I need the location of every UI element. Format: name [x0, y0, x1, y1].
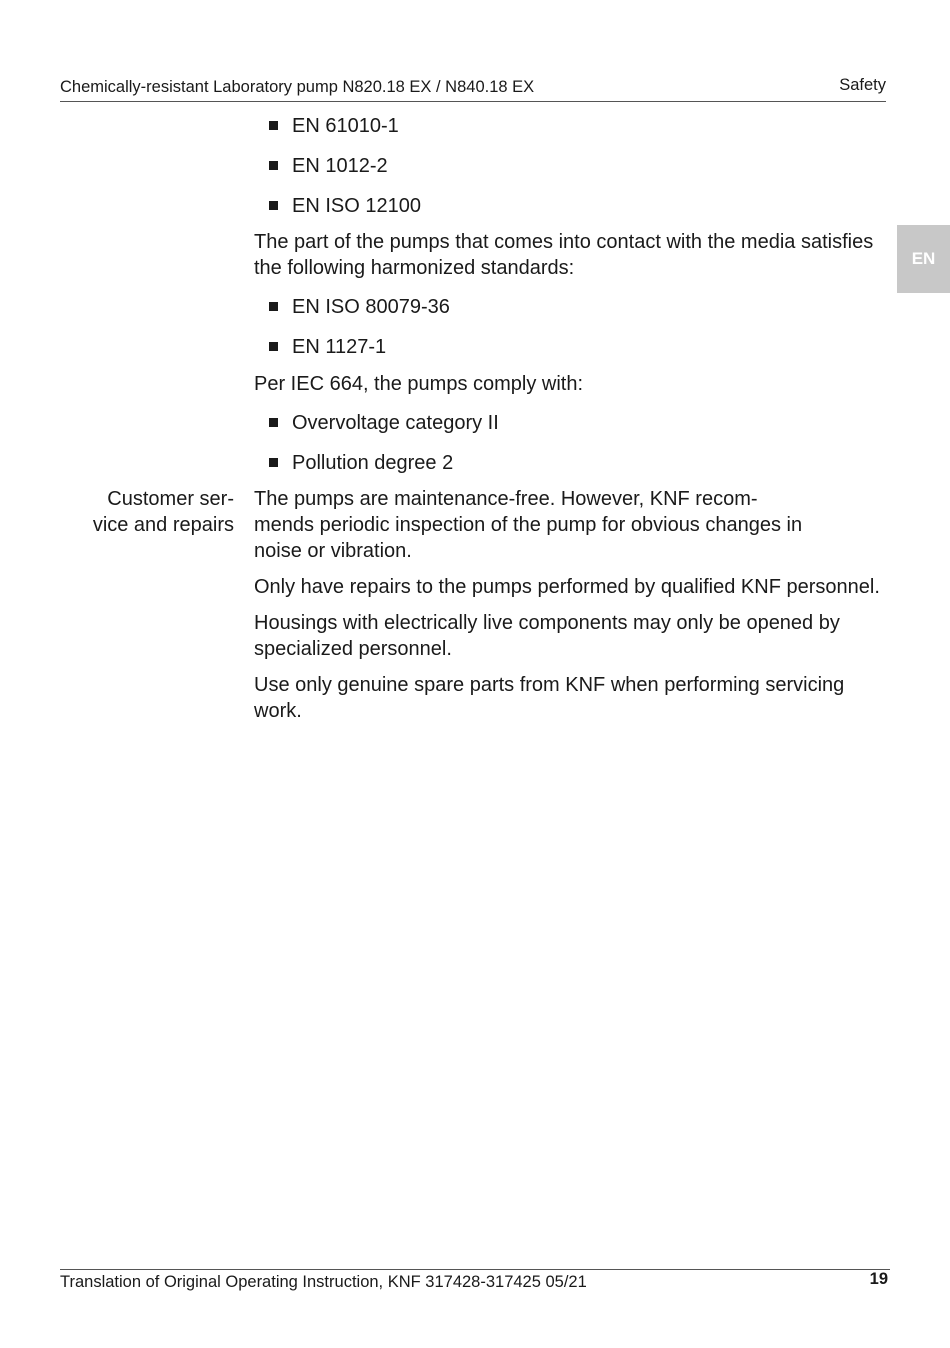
list-item — [254, 193, 884, 233]
footer-divider — [60, 1269, 890, 1270]
iec-paragraph: Per IEC 664, the pumps comply with: — [254, 373, 584, 395]
bullet-square-icon — [269, 418, 278, 427]
list-item-text: EN ISO 80079-36 — [292, 296, 450, 318]
bullet-square-icon — [269, 161, 278, 170]
list-item-text: Overvoltage category II — [292, 412, 499, 434]
list-item-text: EN 1127-1 — [292, 336, 387, 358]
maintenance-line-3: noise or vibration. — [254, 540, 412, 562]
repairs-paragraph: Only have repairs to the pumps performed by qualified KNF personnel. — [254, 576, 880, 598]
bullet-square-icon — [269, 201, 278, 210]
standards-list-1-block — [254, 113, 884, 233]
maintenance-line-1: The pumps are maintenance-free. However, KNF recom- — [254, 488, 758, 510]
list-item — [254, 113, 884, 153]
list-item-text: EN 61010-1 — [292, 115, 399, 137]
bullet-square-icon — [269, 121, 278, 130]
iec-list — [254, 410, 884, 490]
list-item-text: Pollution degree 2 — [292, 452, 454, 474]
list-item — [254, 294, 884, 334]
customer-service-label-line-1: Customer ser- — [107, 488, 234, 510]
customer-service-label — [60, 486, 234, 538]
spare-parts-paragraph: Use only genuine spare parts from KNF when performing servicing work. — [254, 674, 845, 722]
list-item-text: EN ISO 12100 — [292, 195, 421, 217]
list-item — [254, 450, 884, 490]
header-title: Chemically-resistant Laboratory pump N820.18 EX / N840.18 EX — [60, 78, 535, 96]
media-contact-block — [254, 229, 884, 281]
maintenance-paragraph — [254, 486, 884, 564]
standards-list-1 — [254, 113, 884, 233]
header-divider — [60, 101, 886, 102]
iec-block — [254, 371, 884, 397]
bullet-square-icon — [269, 342, 278, 351]
media-contact-paragraph: The part of the pumps that comes into contact with the media satisfies the following harmonized standards: — [254, 231, 874, 279]
page-number: 19 — [869, 1270, 888, 1288]
customer-service-block — [254, 486, 884, 724]
customer-service-label-line-2: vice and repairs — [92, 514, 234, 536]
bullet-square-icon — [269, 458, 278, 467]
housings-paragraph: Housings with electrically live components may only be opened by specialized personnel. — [254, 612, 840, 660]
standards-list-2 — [254, 294, 884, 374]
footer-text: Translation of Original Operating Instruction, KNF 317428-317425 05/21 — [60, 1273, 587, 1291]
header-section: Safety — [839, 76, 886, 94]
standards-list-2-block — [254, 294, 884, 374]
bullet-square-icon — [269, 302, 278, 311]
list-item — [254, 153, 884, 193]
list-item — [254, 410, 884, 450]
maintenance-line-2: mends periodic inspection of the pump for obvious changes in — [254, 514, 803, 536]
iec-list-block — [254, 410, 884, 490]
language-tab: EN — [897, 225, 950, 293]
list-item-text: EN 1012-2 — [292, 155, 388, 177]
list-item — [254, 334, 884, 374]
